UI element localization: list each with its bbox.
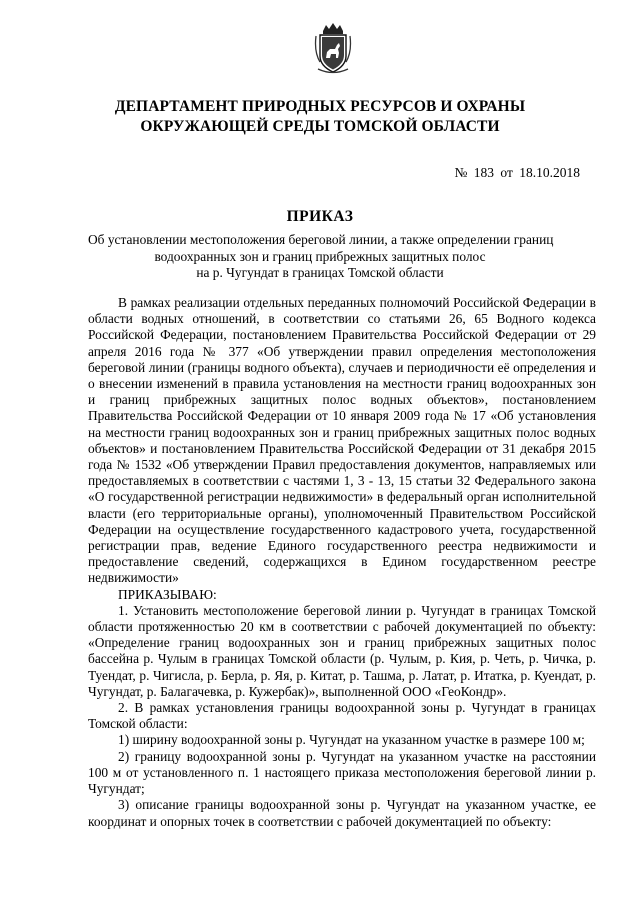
- number-value: 183: [473, 165, 495, 180]
- date-label: от: [500, 165, 513, 180]
- order-item-2-3: 3) описание границы водоохранной зоны р. Чугундат на указанном участке, ее координат и опорных точек в соответствии с рабочей документацией по объекту:: [88, 797, 596, 829]
- order-item-2-1: 1) ширину водоохранной зоны р. Чугундат на указанном участке в размере 100 м;: [118, 732, 585, 748]
- subject-line-3: на р. Чугундат в границах Томской области: [196, 265, 444, 280]
- organization-name: [60, 97, 580, 137]
- document-subject: [88, 232, 552, 282]
- number-label: №: [454, 165, 468, 180]
- tomsk-oblast-coat-of-arms-icon: [314, 22, 352, 76]
- order-item-2-2: 2) границу водоохранной зоны р. Чугундат на указанном участке на расстоянии 100 м от установленного п. 1 настоящего приказа местоположения береговой линии р. Чугундат;: [88, 748, 596, 797]
- date-value: 18.10.2018: [519, 165, 580, 180]
- subject-line-2: водоохранных зон и границ прибрежных защитных полос: [154, 248, 486, 264]
- org-line-1: ДЕПАРТАМЕНТ ПРИРОДНЫХ РЕСУРСОВ И ОХРАНЫ: [114, 98, 526, 115]
- order-item-1: 1. Установить местоположение береговой линии р. Чугундат в границах Томской области протяженностью 20 км в соответствии с рабочей документацией по объекту: «Определение границ водоохранных зон и границ прибрежных защитных полос бассейна р. Чулым в границах Томской области (р. Чулым, р. Кия, р. Четь, р. Чичка, р. Туендат, р. Чигисла, р. Берла, р. Яя, р. Китат, р. Ташма, р. Латат, р. Итатка, р. Куендат, р. Чугундат, р. Балагачевка, р. Кужербак)», выполненной ООО «ГеоКондр».: [88, 602, 596, 699]
- document-title: ПРИКАЗ: [286, 208, 354, 225]
- order-item-2: 2. В рамках установления границы водоохранной зоны р. Чугундат в границах Томской области:: [88, 700, 596, 732]
- preamble-paragraph: В рамках реализации отдельных переданных полномочий Российской Федерации в области водных отношений, в соответствии со статьями 26, 65 Водного кодекса Российской Федерации, постановлением Правительства Российской Федерации от 29 апреля 2016 года № 377 «Об утверждении правил определения местоположения береговой линии (границы водного объекта), случаев и периодичности её определения и о внесении изменений в правила установления на местности границ водоохранных зон и границ прибрежных защитных полос водных объектов», постановлением Правительства Российской Федерации от 10 января 2009 года № 17 «Об установления на местности границ водоохранных зон и границ прибрежных защитных полос водных объектов» и постановлением Правительства Российской Федерации от 31 декабря 2015 года № 1532 «Об утверждении Правил предоставления документов, направляемых или предоставляемых в соответствии с частями 1, 3 - 13, 15 статьи 32 Федерального закона «О государственной регистрации недвижимости» в федеральный орган исполнительной власти (его территориальные органы), уполномоченный Правительством Российской Федерации на осуществление государственного кадастрового учета, государственной регистрации прав, ведение Единого государственного реестра недвижимости и предоставление сведений, содержащихся в Едином государственном реестре недвижимости»: [88, 295, 596, 586]
- subject-line-1: Об установлении местоположения береговой линии, а также определении границ: [88, 232, 554, 247]
- order-word: ПРИКАЗЫВАЮ:: [118, 586, 217, 602]
- document-body: [88, 295, 596, 830]
- org-line-2: ОКРУЖАЮЩЕЙ СРЕДЫ ТОМСКОЙ ОБЛАСТИ: [140, 118, 500, 135]
- document-number: [452, 165, 581, 181]
